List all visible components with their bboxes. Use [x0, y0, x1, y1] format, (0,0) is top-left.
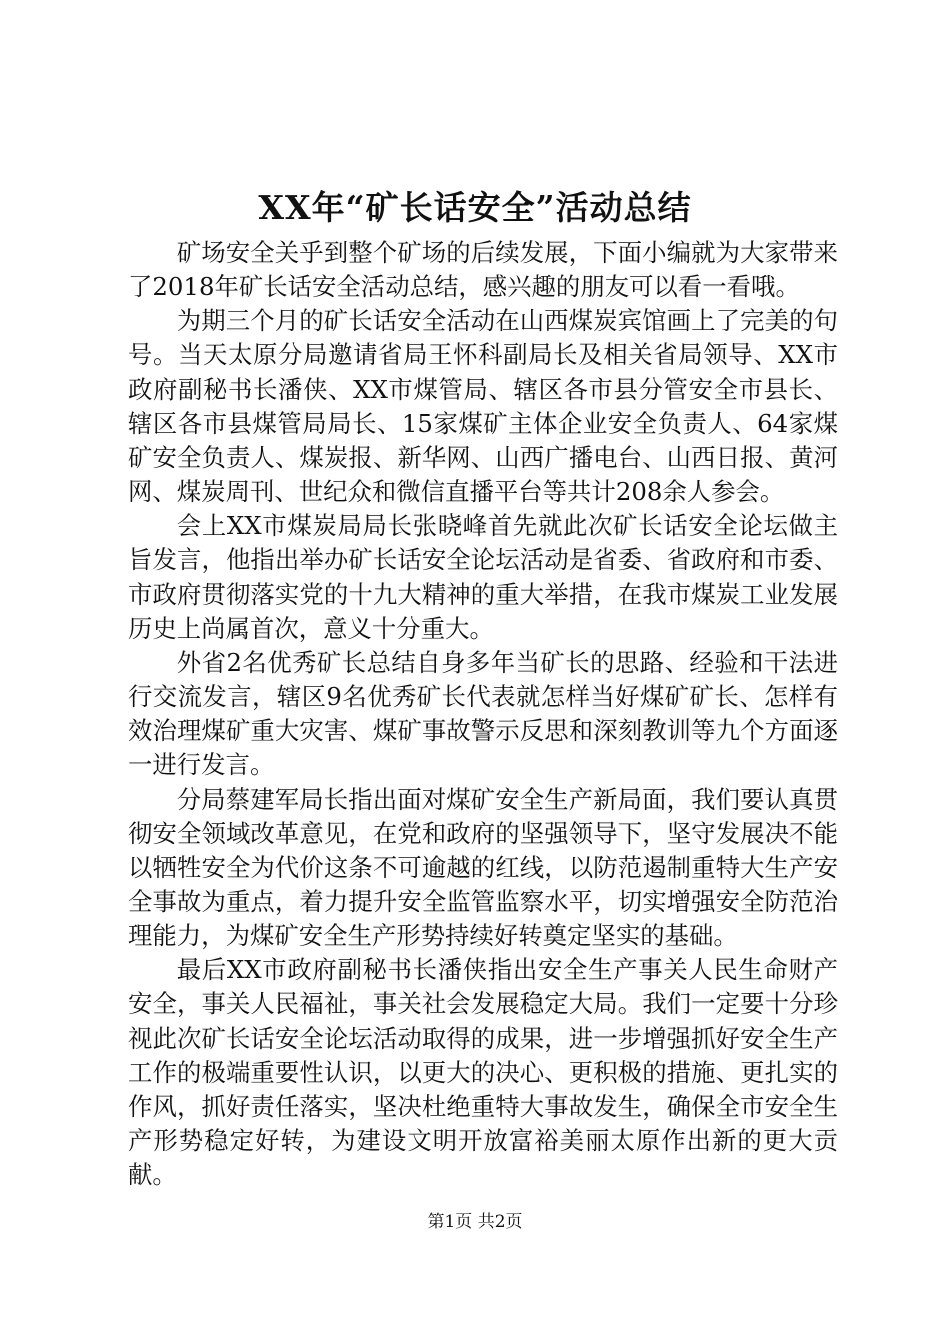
- paragraph: 矿场安全关乎到整个矿场的后续发展，下面小编就为大家带来了2018年矿长话安全活动总结，感兴趣的朋友可以看一看哦。: [128, 238, 838, 302]
- paragraph: 为期三个月的矿长话安全活动在山西煤炭宾馆画上了完美的句号。当天太原分局邀请省局王怀科副局长及相关省局领导、XX市政府副秘书长潘侠、XX市煤管局、辖区各市县分管安全市县长、辖区各市县煤管局局长、15家煤矿主体企业安全负责人、64家煤矿安全负责人、煤炭报、新华网、山西广播电台、山西日报、黄河网、煤炭周刊、世纪众和微信直播平台等共计208余人参会。: [128, 306, 838, 507]
- paragraph: 最后XX市政府副秘书长潘侠指出安全生产事关人民生命财产安全，事关人民福祉，事关社会发展稳定大局。我们一定要十分珍视此次矿长话安全论坛活动取得的成果，进一步增强抓好安全生产工作的极端重要性认识，以更大的决心、更积极的措施、更扎实的作风，抓好责任落实，坚决杜绝重特大事故发生，确保全市安全生产形势稳定好转，为建设文明开放富裕美丽太原作出新的更大贡献。: [128, 955, 838, 1190]
- page-number-footer: 第1页 共2页: [427, 1212, 523, 1232]
- paragraph: 外省2名优秀矿长总结自身多年当矿长的思路、经验和干法进行交流发言，辖区9名优秀矿长代表就怎样当好煤矿矿长、怎样有效治理煤矿重大灾害、煤矿事故警示反思和深刻教训等九个方面逐一进行发言。: [128, 647, 838, 780]
- paragraph: 会上XX市煤炭局局长张晓峰首先就此次矿长话安全论坛做主旨发言，他指出举办矿长话安全论坛活动是省委、省政府和市委、市政府贯彻落实党的十九大精神的重大举措，在我市煤炭工业发展历史上尚属首次，意义十分重大。: [128, 511, 838, 643]
- document-body: [128, 236, 838, 1192]
- paragraph: 分局蔡建军局长指出面对煤矿安全生产新局面，我们要认真贯彻安全领域改革意见，在党和政府的坚强领导下，坚守发展决不能以牺牲安全为代价这条不可逾越的红线，以防范遏制重特大生产安全事故为重点，着力提升安全监管监察水平，切实增强安全防范治理能力，为煤矿安全生产形势持续好转奠定坚实的基础。: [128, 784, 838, 951]
- document-title: XX年“矿长话安全”活动总结: [258, 188, 692, 227]
